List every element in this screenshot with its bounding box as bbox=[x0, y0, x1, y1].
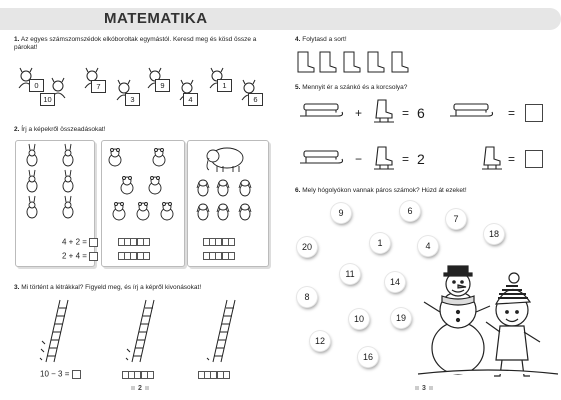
task6-text: Mely hógolyókon vannak páros számok? Húzd át ezeket! bbox=[302, 187, 467, 194]
task1-text: Az egyes számszomszédok elkóboroltak egymástól. Keresd meg és kösd össze a párokat! bbox=[14, 36, 257, 51]
page-number-right: 3 bbox=[412, 385, 436, 392]
task5-text: Mennyit ér a szánkó és a korcsolya? bbox=[302, 84, 408, 91]
task5-instruction bbox=[295, 84, 550, 92]
snowball[interactable]: 16 bbox=[358, 347, 378, 367]
sled-icon bbox=[298, 100, 344, 122]
result-value: 6 bbox=[417, 105, 425, 121]
sled-icon bbox=[298, 147, 344, 169]
number-tile[interactable]: 1 bbox=[217, 79, 232, 92]
answer-box[interactable] bbox=[525, 104, 543, 122]
ladder-illustration bbox=[205, 298, 239, 362]
answer-grid[interactable] bbox=[198, 371, 229, 379]
answer-grid[interactable] bbox=[118, 252, 149, 260]
equals-sign: = bbox=[402, 152, 410, 166]
answer-grid[interactable] bbox=[203, 252, 234, 260]
equals-sign: = bbox=[402, 106, 410, 120]
ladder-illustration bbox=[124, 298, 158, 362]
answer-grid[interactable] bbox=[203, 238, 234, 246]
answer-box[interactable] bbox=[89, 252, 98, 261]
answer-box[interactable] bbox=[72, 370, 81, 379]
rabbits-illustration bbox=[22, 146, 86, 226]
task4-text: Folytasd a sort! bbox=[302, 36, 347, 43]
minus-sign: − bbox=[355, 152, 363, 166]
snowball[interactable]: 14 bbox=[385, 272, 405, 292]
task2-text: Írj a képekről összeadásokat! bbox=[21, 126, 106, 133]
number-tile[interactable]: 9 bbox=[155, 79, 170, 92]
number-tile[interactable]: 6 bbox=[248, 93, 263, 106]
skate-icon bbox=[372, 98, 396, 124]
task3-instruction bbox=[14, 284, 279, 292]
number-tile[interactable]: 10 bbox=[40, 93, 55, 106]
task3-number: 3. bbox=[14, 284, 20, 291]
snowball[interactable]: 6 bbox=[400, 201, 420, 221]
answer-box[interactable] bbox=[89, 238, 98, 247]
number-tile[interactable]: 3 bbox=[125, 93, 140, 106]
elephant-dogs-illustration bbox=[193, 146, 263, 226]
snowball[interactable]: 20 bbox=[297, 237, 317, 257]
addition-eq-2: 2 + 4 = bbox=[62, 252, 98, 261]
task1-number: 1. bbox=[14, 36, 20, 43]
snowman-child-illustration bbox=[418, 262, 558, 380]
answer-grid[interactable] bbox=[122, 371, 153, 379]
task2-instruction bbox=[14, 126, 279, 134]
snowball[interactable]: 10 bbox=[349, 309, 369, 329]
answer-grid[interactable] bbox=[118, 238, 149, 246]
skate-icon bbox=[372, 145, 396, 171]
header-band bbox=[0, 8, 561, 30]
task3-text: Mi történt a létrákkal? Figyeld meg, és írj a képről kivonásokat! bbox=[21, 284, 202, 291]
page-title: MATEMATIKA bbox=[104, 10, 208, 27]
task4-number: 4. bbox=[295, 36, 301, 43]
task5-number: 5. bbox=[295, 84, 301, 91]
addition-eq-1: 4 + 2 = bbox=[62, 238, 98, 247]
subtraction-eq: 10 − 3 = bbox=[40, 370, 81, 379]
boots-sequence bbox=[296, 50, 416, 74]
snowball[interactable]: 1 bbox=[370, 233, 390, 253]
skate-icon bbox=[480, 145, 504, 171]
plus-sign: + bbox=[355, 106, 363, 120]
answer-box[interactable] bbox=[525, 150, 543, 168]
snowball[interactable]: 7 bbox=[446, 209, 466, 229]
page-number-left: 2 bbox=[128, 385, 152, 392]
number-tile[interactable]: 0 bbox=[29, 79, 44, 92]
number-tile[interactable]: 7 bbox=[91, 80, 106, 93]
equals-sign: = bbox=[508, 152, 516, 166]
task6-number: 6. bbox=[295, 187, 301, 194]
snowball[interactable]: 19 bbox=[391, 308, 411, 328]
sled-icon bbox=[448, 100, 494, 122]
snowball[interactable]: 9 bbox=[331, 203, 351, 223]
task6-instruction bbox=[295, 187, 550, 195]
equals-sign: = bbox=[508, 106, 516, 120]
teddy-bears-illustration bbox=[106, 146, 180, 226]
snowball[interactable]: 8 bbox=[297, 287, 317, 307]
task4-instruction bbox=[295, 36, 550, 44]
task1-instruction bbox=[14, 36, 279, 52]
task2-number: 2. bbox=[14, 126, 20, 133]
result-value: 2 bbox=[417, 151, 425, 167]
snowball[interactable]: 4 bbox=[418, 236, 438, 256]
number-tile[interactable]: 4 bbox=[183, 93, 198, 106]
snowball[interactable]: 11 bbox=[340, 264, 360, 284]
ladder-illustration bbox=[38, 298, 72, 362]
snowball[interactable]: 18 bbox=[484, 224, 504, 244]
snowball[interactable]: 12 bbox=[310, 331, 330, 351]
